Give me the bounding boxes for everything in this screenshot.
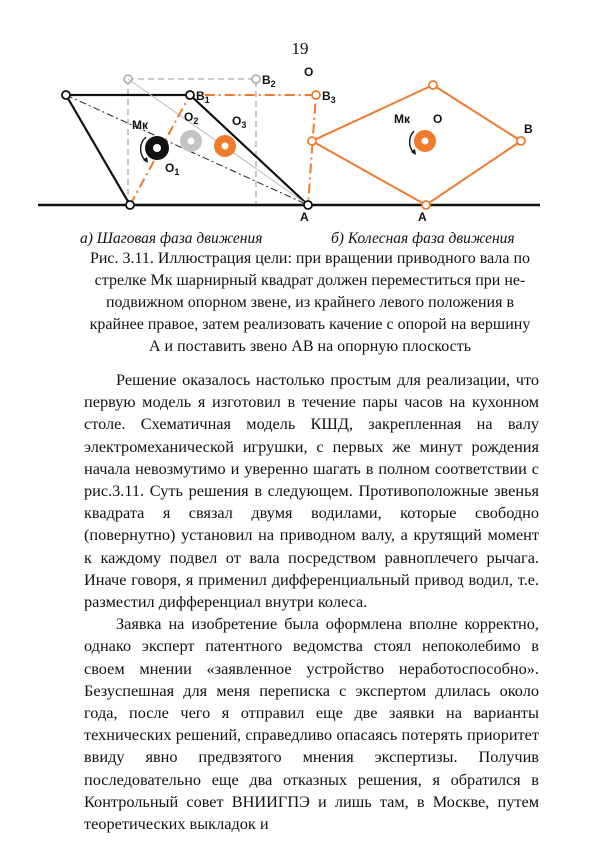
joint-b1	[186, 91, 194, 99]
paragraph: Заявка на изобретение была оформлена вполне корректно, однако эксперт патентного ведомства стоял непоколебимо в своем мнении «заявленное устройство неработоспособно». Безуспешная для меня переписка с экспертом длилась около года, после чего я отправил еще две заявки на варианты технических решений, справедливо опасаясь потерять приоритет ввиду явно предвзятого мнения экспертизы. Получив последовательно еще два отказных решения, я обратился в Контрольный совет ВНИИГПЭ и лишь там, в Москве, путем теоретических выкладок и	[84, 614, 539, 834]
label-b-right: B	[524, 122, 533, 136]
figure-caption	[80, 248, 540, 358]
label-o-right: O	[433, 112, 443, 126]
body-text	[84, 369, 539, 835]
caption-line: Рис. 3.11. Иллюстрация цели: при вращении приводного вала по	[89, 250, 531, 267]
joint-bottom-left	[126, 201, 134, 209]
label-b3: $B_3$	[322, 89, 336, 105]
label-o3: $O_3$	[232, 114, 247, 130]
caption-line: стрелке Мк шарнирный квадрат должен переместиться при не-	[94, 272, 526, 289]
label-a-left: A	[300, 210, 309, 224]
label-b2: $B_2$	[262, 73, 276, 89]
joint-gray-topright	[252, 75, 260, 83]
rotation-arrow-right	[410, 131, 414, 153]
caption-line: А и поставить звено АВ на опорную плоскость	[148, 338, 472, 355]
page-number: 19	[291, 39, 309, 58]
label-o1: $O_1$	[165, 161, 180, 177]
label-b1: $B_1$	[196, 89, 210, 105]
label-mk-left: Mк	[132, 118, 149, 132]
caption-line: крайнее правое, затем реализовать качение с опорой на вершину	[89, 316, 531, 333]
label-o2: $O_2$	[184, 110, 199, 126]
label-o-top: O	[304, 65, 314, 79]
figure-3-11	[0, 55, 600, 230]
joint-b3	[312, 91, 320, 99]
joint-top-left	[62, 91, 70, 99]
figure-subcaption-b: б) Колесная фаза движения	[331, 230, 515, 247]
caption-line: подвижном опорном звене, из крайнего левого положения в	[105, 294, 515, 311]
joint-a-left	[304, 201, 312, 209]
label-mk-right: Mк	[394, 112, 411, 126]
paragraph: Решение оказалось настолько простым для реализации, что первую модель я изготовил в течение пары часов на кухонном столе. Схематичная модель КШД, закрепленная на валу электромеханической игрушки, с первых же минут рождения начала невозмутимо и уверенно шагать в полном соответствии с рис.3.11. Суть решения в следующем. Противоположные звенья квадрата я связал двумя водилами, которые свободно (повернутно) установил на приводном валу, а крутящий момент к каждому подвел от вала посредством равноплечего рычага. Иначе говоря, я применил дифференциальный привод водил, т.е. разместил дифференциал внутри колеса.	[84, 370, 539, 612]
label-a-right: A	[418, 210, 427, 224]
figure-subcaption-a: а) Шаговая фаза движения	[80, 230, 263, 247]
